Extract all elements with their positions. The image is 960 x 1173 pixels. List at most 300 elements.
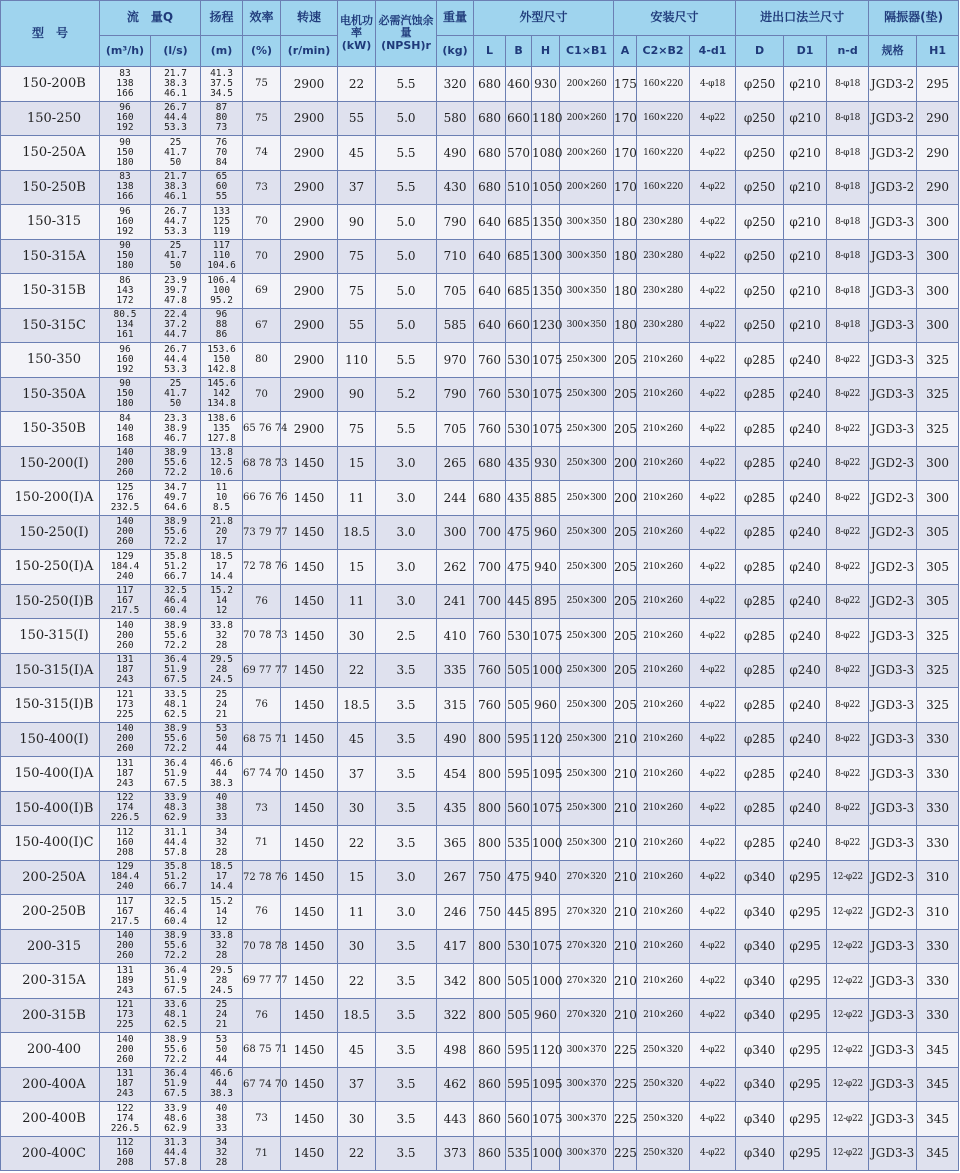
- cell-flow-ls-line: 46.4: [164, 905, 187, 917]
- cell-spec: JGD2-3: [869, 584, 917, 619]
- cell-4-d1: 4-φ22: [690, 1102, 736, 1137]
- cell-4-d1: 4-φ22: [690, 1033, 736, 1068]
- cell-spec: JGD2-3: [869, 481, 917, 516]
- cell-npsh: 3.5: [376, 1067, 437, 1102]
- cell-D: φ250: [736, 239, 784, 274]
- cell-head-line: 117: [212, 240, 231, 252]
- header-install-dimensions: 安装尺寸: [614, 1, 736, 36]
- cell-flow-ls: [151, 101, 201, 136]
- cell-model: 150-250B: [1, 170, 100, 205]
- cell-H: 1230: [532, 308, 560, 343]
- cell-flow-m3h-line: 90: [119, 136, 131, 148]
- cell-C2B2: 210×260: [637, 412, 690, 447]
- cell-head-line: 44: [215, 767, 228, 779]
- cell-power: 15: [338, 860, 376, 895]
- cell-flow-m3h-line: 83: [119, 67, 131, 79]
- cell-C2B2: 210×260: [637, 722, 690, 757]
- cell-speed: 1450: [281, 791, 338, 826]
- cell-npsh: 3.0: [376, 515, 437, 550]
- header-spec: 规格: [869, 36, 917, 67]
- cell-B: 505: [506, 998, 532, 1033]
- cell-C1B1: 200×260: [560, 136, 614, 171]
- cell-weight: 244: [437, 481, 474, 516]
- cell-weight: 322: [437, 998, 474, 1033]
- cell-flow-m3h: [100, 653, 151, 688]
- cell-B: 685: [506, 274, 532, 309]
- cell-head-line: 55: [215, 191, 228, 203]
- cell-head-line: 86: [215, 329, 228, 341]
- cell-head-line: 125: [212, 215, 231, 227]
- cell-head-line: 88: [215, 319, 228, 331]
- cell-head-line: 24: [215, 1009, 228, 1021]
- cell-power: 37: [338, 757, 376, 792]
- cell-weight: 335: [437, 653, 474, 688]
- cell-flow-ls: [151, 481, 201, 516]
- cell-head-line: 73: [215, 122, 228, 134]
- cell-flow-m3h-line: 184.4: [110, 871, 140, 883]
- cell-flow-ls-line: 51.9: [164, 974, 187, 986]
- cell-flow-m3h-line: 140: [116, 930, 134, 942]
- cell-npsh: 3.5: [376, 722, 437, 757]
- cell-C2B2: 210×260: [637, 446, 690, 481]
- cell-flow-ls: [151, 688, 201, 723]
- cell-B: 595: [506, 1033, 532, 1068]
- cell-head-line: 127.8: [207, 432, 236, 444]
- cell-head-line: 21: [215, 708, 228, 720]
- cell-L: 800: [474, 998, 506, 1033]
- cell-flow-m3h-line: 243: [116, 674, 134, 686]
- cell-head-line: 12: [215, 605, 228, 617]
- cell-H: 930: [532, 446, 560, 481]
- cell-H1: 325: [917, 619, 959, 654]
- cell-C2B2: 210×260: [637, 584, 690, 619]
- cell-model: 200-315: [1, 929, 100, 964]
- cell-npsh: 5.0: [376, 205, 437, 240]
- cell-flow-m3h-line: 260: [116, 536, 134, 548]
- cell-spec: JGD3-3: [869, 1067, 917, 1102]
- cell-H: 960: [532, 998, 560, 1033]
- cell-power: 22: [338, 826, 376, 861]
- cell-efficiency: 76: [243, 688, 281, 723]
- cell-flow-ls-line: 62.9: [164, 812, 187, 824]
- cell-C2B2: 250×320: [637, 1067, 690, 1102]
- cell-L: 760: [474, 619, 506, 654]
- cell-flow-ls-line: 62.9: [164, 1122, 187, 1134]
- cell-flow-ls-line: 53.3: [164, 363, 187, 375]
- cell-C2B2: 210×260: [637, 826, 690, 861]
- cell-D1: φ240: [784, 619, 827, 654]
- cell-flow-m3h: [100, 446, 151, 481]
- cell-npsh: 3.5: [376, 1033, 437, 1068]
- cell-C2B2: 160×220: [637, 67, 690, 102]
- cell-npsh: 3.5: [376, 653, 437, 688]
- cell-flow-m3h-line: 232.5: [110, 501, 140, 513]
- cell-head-line: 40: [215, 1102, 228, 1114]
- cell-efficiency: 75: [243, 67, 281, 102]
- cell-flow-ls-line: 51.2: [164, 560, 187, 572]
- header-npsh: 必需汽蚀余量(NPSH)r: [376, 1, 437, 67]
- table-row: [1, 584, 959, 619]
- cell-D: φ285: [736, 550, 784, 585]
- cell-H: 1300: [532, 239, 560, 274]
- cell-flow-m3h-line: 172: [116, 294, 134, 306]
- cell-H1: 330: [917, 964, 959, 999]
- cell-head-line: 32: [215, 629, 228, 641]
- cell-4-d1: 4-φ22: [690, 1067, 736, 1102]
- cell-B: 530: [506, 377, 532, 412]
- cell-A: 180: [614, 274, 637, 309]
- cell-npsh: 3.5: [376, 1102, 437, 1137]
- cell-D: φ285: [736, 826, 784, 861]
- cell-flow-ls: [151, 826, 201, 861]
- cell-flow-m3h-line: 160: [116, 112, 134, 124]
- cell-npsh: 3.5: [376, 688, 437, 723]
- cell-n-d: 12-φ22: [827, 860, 869, 895]
- cell-H1: 300: [917, 481, 959, 516]
- cell-head-line: 80: [215, 112, 228, 124]
- cell-C1B1: 270×320: [560, 860, 614, 895]
- cell-speed: 1450: [281, 860, 338, 895]
- cell-speed: 2900: [281, 239, 338, 274]
- cell-head-line: 15.2: [210, 585, 233, 597]
- cell-head-line: 18.5: [210, 550, 233, 562]
- cell-C1B1: 250×300: [560, 757, 614, 792]
- table-header: [1, 1, 959, 67]
- cell-D: φ285: [736, 791, 784, 826]
- cell-flow-ls-line: 51.9: [164, 767, 187, 779]
- header-efficiency: 效率: [243, 1, 281, 36]
- cell-head-line: 110: [212, 250, 231, 262]
- cell-flow-ls-line: 31.1: [164, 826, 187, 838]
- cell-head-line: 33.8: [210, 619, 233, 631]
- cell-H: 1000: [532, 964, 560, 999]
- cell-flow-m3h: [100, 998, 151, 1033]
- cell-flow-ls-line: 32.5: [164, 895, 187, 907]
- cell-L: 700: [474, 515, 506, 550]
- cell-speed: 1450: [281, 446, 338, 481]
- cell-speed: 2900: [281, 170, 338, 205]
- cell-flow-ls-line: 23.3: [164, 412, 187, 424]
- cell-spec: JGD3-3: [869, 205, 917, 240]
- cell-L: 680: [474, 67, 506, 102]
- cell-n-d: 12-φ22: [827, 1033, 869, 1068]
- cell-4-d1: 4-φ22: [690, 929, 736, 964]
- cell-H1: 345: [917, 1067, 959, 1102]
- cell-spec: JGD3-3: [869, 1033, 917, 1068]
- cell-flow-ls-line: 50: [169, 156, 182, 168]
- cell-flow-m3h-line: 112: [116, 826, 134, 838]
- cell-power: 75: [338, 239, 376, 274]
- cell-flow-ls-line: 36.4: [164, 1068, 187, 1080]
- cell-flow-m3h-line: 187: [116, 767, 134, 779]
- cell-A: 225: [614, 1067, 637, 1102]
- cell-head-line: 12: [215, 915, 228, 927]
- cell-power: 22: [338, 964, 376, 999]
- cell-weight: 705: [437, 274, 474, 309]
- cell-head-line: 14: [215, 595, 228, 607]
- table-row: [1, 481, 959, 516]
- cell-C2B2: 160×220: [637, 170, 690, 205]
- cell-L: 800: [474, 791, 506, 826]
- cell-flow-m3h: [100, 895, 151, 930]
- cell-flow-m3h: [100, 343, 151, 378]
- cell-D1: φ240: [784, 481, 827, 516]
- header-weight-unit: (kg): [437, 36, 474, 67]
- cell-L: 700: [474, 584, 506, 619]
- cell-power: 55: [338, 308, 376, 343]
- cell-flow-m3h: [100, 688, 151, 723]
- table-row: [1, 377, 959, 412]
- header-C2B2: C2×B2: [637, 36, 690, 67]
- cell-n-d: 8-φ18: [827, 239, 869, 274]
- cell-head-line: 46.6: [210, 1068, 233, 1080]
- table-row: [1, 826, 959, 861]
- cell-H: 1075: [532, 412, 560, 447]
- cell-flow-ls-line: 44.7: [164, 215, 187, 227]
- cell-flow-m3h-line: 184.4: [110, 560, 140, 572]
- cell-D1: φ295: [784, 1033, 827, 1068]
- cell-flow-ls-line: 66.7: [164, 881, 187, 893]
- cell-A: 205: [614, 584, 637, 619]
- cell-flow-ls-line: 38.3: [164, 181, 187, 193]
- cell-spec: JGD3-3: [869, 998, 917, 1033]
- cell-B: 505: [506, 688, 532, 723]
- cell-flow-ls: [151, 205, 201, 240]
- cell-flow-ls-line: 55.6: [164, 457, 187, 469]
- cell-B: 505: [506, 653, 532, 688]
- cell-model: 200-315A: [1, 964, 100, 999]
- cell-C1B1: 300×370: [560, 1102, 614, 1137]
- cell-head-line: 50: [215, 733, 228, 745]
- cell-C2B2: 210×260: [637, 653, 690, 688]
- cell-flow-m3h-line: 131: [116, 654, 134, 666]
- cell-flow-ls-line: 48.1: [164, 698, 187, 710]
- cell-power: 18.5: [338, 998, 376, 1033]
- cell-flow-m3h-line: 143: [116, 284, 134, 296]
- cell-flow-m3h-line: 121: [116, 688, 134, 700]
- cell-A: 205: [614, 619, 637, 654]
- cell-D1: φ240: [784, 515, 827, 550]
- cell-head-line: 20: [215, 526, 228, 538]
- cell-C1B1: 300×370: [560, 1033, 614, 1068]
- cell-spec: JGD3-3: [869, 757, 917, 792]
- cell-flow-m3h-line: 122: [116, 792, 134, 804]
- cell-model: 150-400(I)A: [1, 757, 100, 792]
- cell-flow-ls-line: 48.1: [164, 1009, 187, 1021]
- cell-4-d1: 4-φ22: [690, 343, 736, 378]
- cell-flow-m3h-line: 140: [116, 447, 134, 459]
- cell-B: 435: [506, 481, 532, 516]
- cell-H: 1050: [532, 170, 560, 205]
- cell-flow-ls: [151, 446, 201, 481]
- cell-npsh: 3.5: [376, 998, 437, 1033]
- cell-weight: 241: [437, 584, 474, 619]
- cell-flow-ls-line: 48.3: [164, 802, 187, 814]
- cell-power: 18.5: [338, 515, 376, 550]
- header-flange-dimensions: 进出口法兰尺寸: [736, 1, 869, 36]
- cell-C1B1: 250×300: [560, 791, 614, 826]
- cell-model: 150-400(I)C: [1, 826, 100, 861]
- cell-flow-ls-line: 38.9: [164, 1033, 187, 1045]
- cell-A: 225: [614, 1102, 637, 1137]
- cell-flow-ls-line: 64.6: [164, 501, 187, 513]
- cell-head-line: 38.3: [210, 777, 233, 789]
- cell-spec: JGD2-3: [869, 515, 917, 550]
- cell-flow-m3h: [100, 67, 151, 102]
- cell-head-line: 106.4: [207, 274, 236, 286]
- cell-D: φ250: [736, 170, 784, 205]
- cell-npsh: 5.5: [376, 67, 437, 102]
- cell-model: 150-200(I): [1, 446, 100, 481]
- cell-flow-ls: [151, 1102, 201, 1137]
- cell-L: 680: [474, 170, 506, 205]
- cell-C2B2: 210×260: [637, 550, 690, 585]
- cell-H1: 330: [917, 722, 959, 757]
- cell-head-line: 38.3: [210, 1088, 233, 1100]
- cell-npsh: 5.0: [376, 239, 437, 274]
- cell-H1: 305: [917, 515, 959, 550]
- cell-model: 150-200B: [1, 67, 100, 102]
- cell-flow-ls-line: 38.9: [164, 422, 187, 434]
- cell-head-line: 14.4: [210, 570, 233, 582]
- cell-head: [201, 791, 243, 826]
- cell-flow-ls-line: 38.9: [164, 516, 187, 528]
- cell-head-line: 135: [212, 422, 231, 434]
- cell-L: 640: [474, 274, 506, 309]
- cell-head-line: 25: [215, 688, 228, 700]
- cell-flow-ls-line: 33.6: [164, 999, 187, 1011]
- cell-n-d: 12-φ22: [827, 895, 869, 930]
- cell-head: [201, 205, 243, 240]
- cell-head: [201, 550, 243, 585]
- cell-head-line: 28: [215, 664, 228, 676]
- cell-A: 210: [614, 722, 637, 757]
- cell-C1B1: 250×300: [560, 515, 614, 550]
- cell-flow-ls-line: 25: [169, 136, 182, 148]
- cell-4-d1: 4-φ22: [690, 791, 736, 826]
- cell-D: φ250: [736, 67, 784, 102]
- cell-C2B2: 250×320: [637, 1033, 690, 1068]
- cell-flow-m3h-line: 217.5: [110, 915, 140, 927]
- cell-head-line: 21: [215, 1019, 228, 1031]
- cell-power: 90: [338, 377, 376, 412]
- cell-head-line: 24.5: [210, 984, 233, 996]
- cell-flow-m3h-line: 226.5: [110, 1122, 140, 1134]
- cell-flow-ls-line: 49.7: [164, 491, 187, 503]
- cell-C2B2: 210×260: [637, 377, 690, 412]
- header-speed-unit: (r/min): [281, 36, 338, 67]
- cell-power: 15: [338, 446, 376, 481]
- cell-speed: 2900: [281, 136, 338, 171]
- cell-head-line: 32: [215, 1147, 228, 1159]
- cell-H1: 300: [917, 239, 959, 274]
- cell-flow-ls-line: 39.7: [164, 284, 187, 296]
- cell-H: 1075: [532, 1102, 560, 1137]
- cell-C1B1: 250×300: [560, 722, 614, 757]
- cell-A: 210: [614, 929, 637, 964]
- cell-L: 760: [474, 377, 506, 412]
- table-row: [1, 688, 959, 723]
- cell-D: φ250: [736, 136, 784, 171]
- cell-power: 45: [338, 136, 376, 171]
- cell-4-d1: 4-φ22: [690, 515, 736, 550]
- cell-npsh: 3.0: [376, 584, 437, 619]
- cell-A: 205: [614, 515, 637, 550]
- cell-flow-m3h: [100, 826, 151, 861]
- cell-n-d: 12-φ22: [827, 1136, 869, 1171]
- cell-flow-ls-line: 41.7: [164, 146, 187, 158]
- cell-D1: φ295: [784, 1136, 827, 1171]
- cell-efficiency: 76: [243, 584, 281, 619]
- cell-D1: φ295: [784, 895, 827, 930]
- cell-head-line: 14: [215, 905, 228, 917]
- cell-flow-ls: [151, 757, 201, 792]
- cell-flow-ls-line: 72.2: [164, 743, 187, 755]
- cell-A: 170: [614, 136, 637, 171]
- cell-n-d: 12-φ22: [827, 1067, 869, 1102]
- cell-npsh: 5.0: [376, 101, 437, 136]
- cell-weight: 490: [437, 136, 474, 171]
- cell-flow-ls: [151, 964, 201, 999]
- cell-flow-ls: [151, 308, 201, 343]
- cell-H1: 325: [917, 688, 959, 723]
- cell-head-line: 46.6: [210, 757, 233, 769]
- cell-A: 225: [614, 1136, 637, 1171]
- cell-flow-ls: [151, 170, 201, 205]
- cell-flow-m3h-line: 134: [116, 319, 134, 331]
- cell-flow-m3h-line: 180: [116, 398, 134, 410]
- header-outline-dimensions: 外型尺寸: [474, 1, 614, 36]
- cell-head-line: 10: [215, 491, 228, 503]
- cell-A: 200: [614, 446, 637, 481]
- cell-head-line: 38: [215, 802, 228, 814]
- cell-flow-ls-line: 50: [169, 398, 182, 410]
- cell-weight: 342: [437, 964, 474, 999]
- cell-D: φ250: [736, 308, 784, 343]
- cell-flow-ls-line: 60.4: [164, 605, 187, 617]
- cell-model: 150-350A: [1, 377, 100, 412]
- cell-4-d1: 4-φ22: [690, 205, 736, 240]
- cell-flow-ls-line: 41.7: [164, 388, 187, 400]
- cell-head-line: 8.5: [212, 501, 231, 513]
- cell-weight: 705: [437, 412, 474, 447]
- cell-flow-ls-line: 21.7: [164, 171, 187, 183]
- cell-D: φ285: [736, 584, 784, 619]
- cell-speed: 1450: [281, 1067, 338, 1102]
- cell-flow-m3h-line: 217.5: [110, 605, 140, 617]
- cell-D1: φ210: [784, 308, 827, 343]
- cell-4-d1: 4-φ22: [690, 826, 736, 861]
- cell-head-line: 33.8: [210, 930, 233, 942]
- cell-flow-m3h-line: 129: [116, 550, 134, 562]
- cell-C2B2: 210×260: [637, 515, 690, 550]
- cell-power: 22: [338, 67, 376, 102]
- cell-4-d1: 4-φ22: [690, 1136, 736, 1171]
- cell-4-d1: 4-φ22: [690, 239, 736, 274]
- cell-flow-ls: [151, 929, 201, 964]
- cell-C1B1: 250×300: [560, 826, 614, 861]
- cell-D1: φ295: [784, 998, 827, 1033]
- cell-flow-m3h-line: 131: [116, 964, 134, 976]
- cell-model: 150-315(I)B: [1, 688, 100, 723]
- cell-power: 22: [338, 1136, 376, 1171]
- cell-head-line: 21.8: [210, 516, 233, 528]
- cell-flow-m3h-line: 260: [116, 1053, 134, 1065]
- table-row: [1, 895, 959, 930]
- cell-C2B2: 230×280: [637, 239, 690, 274]
- table-row: [1, 1033, 959, 1068]
- cell-C1B1: 270×320: [560, 929, 614, 964]
